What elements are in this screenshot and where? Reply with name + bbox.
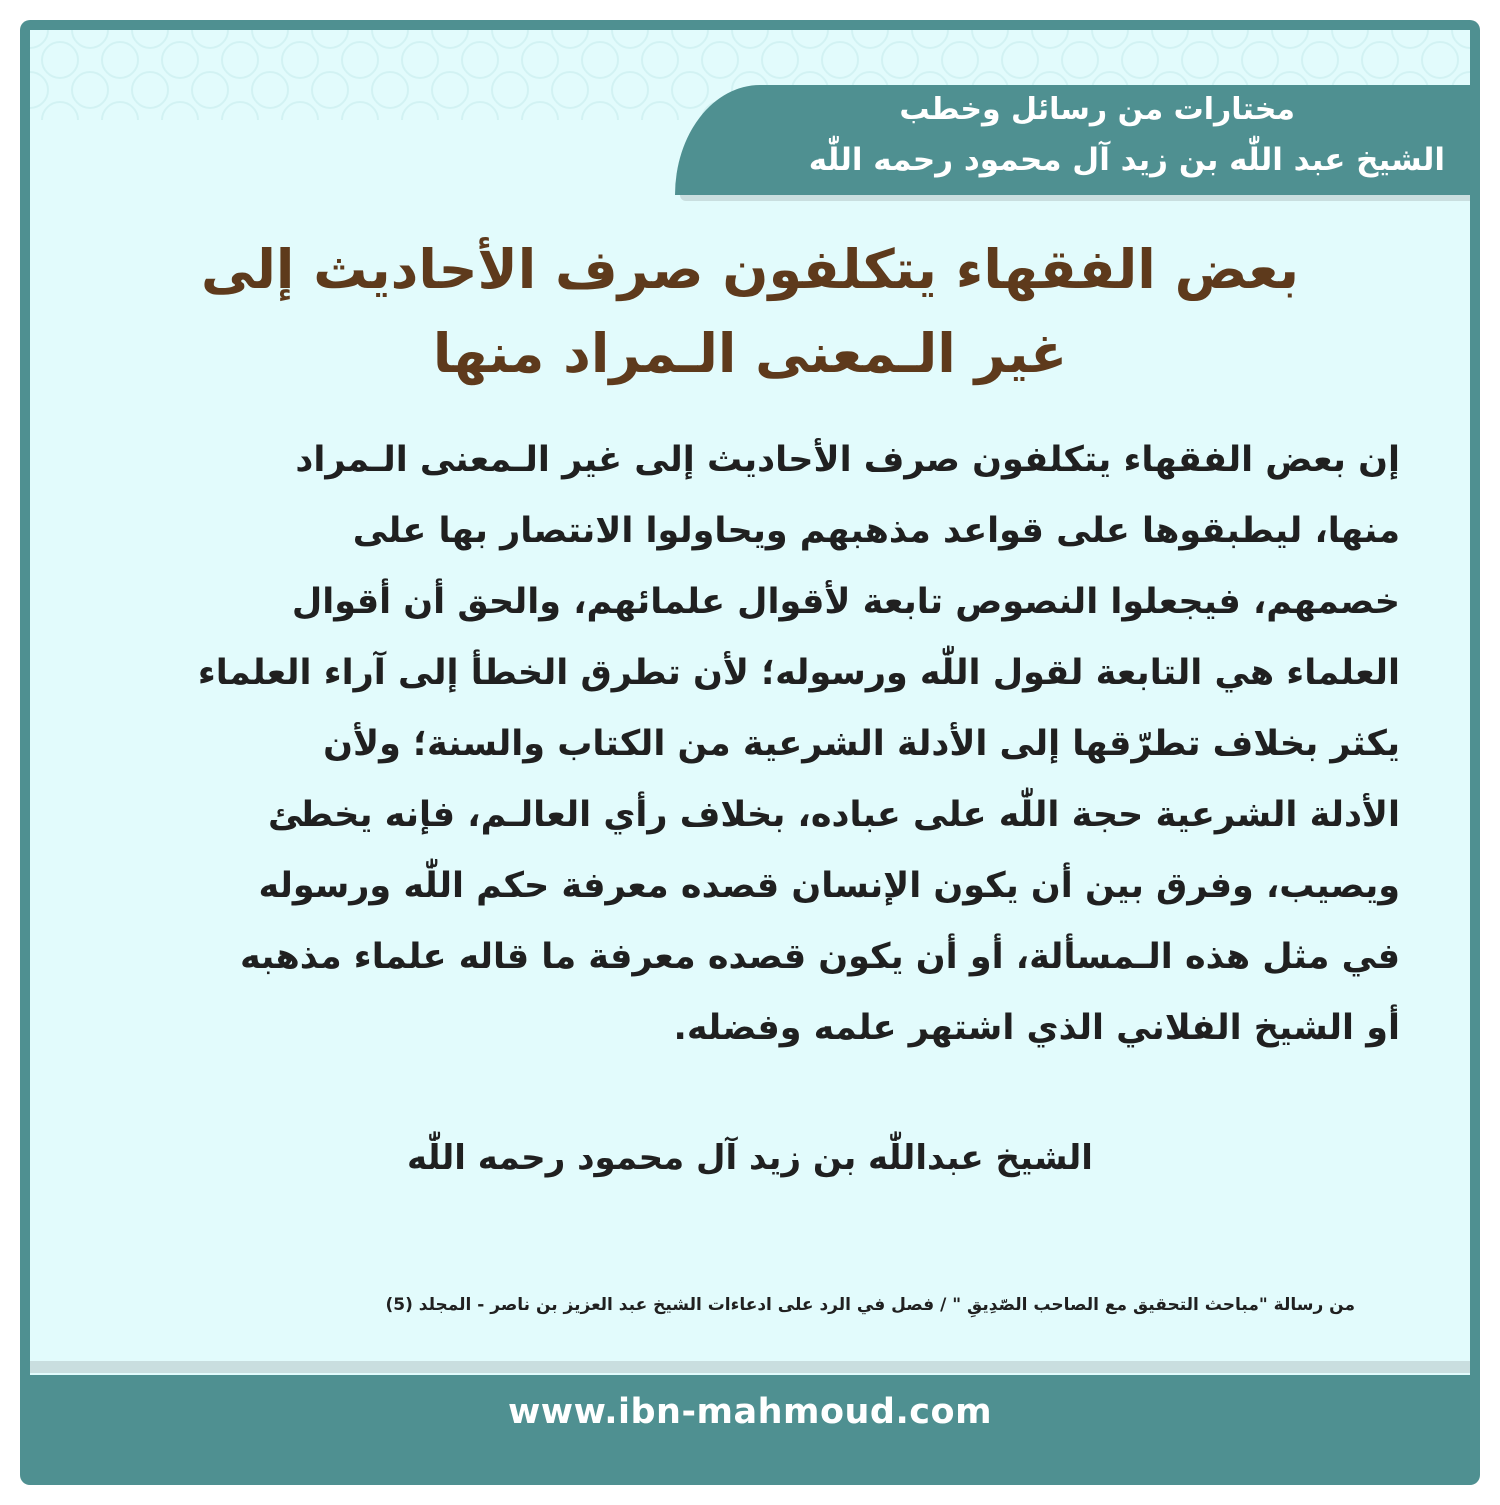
header-band-shadow	[680, 195, 1470, 201]
panel-bottom-edge	[30, 1361, 1470, 1373]
article-title-line2: غير الـمعنى الـمراد منها	[432, 322, 1068, 385]
article-title-line1: بعض الفقهاء يتكلفون صرف الأحاديث إلى	[200, 238, 1300, 301]
body-line: الأدلة الشرعية حجة اللّٰه على عباده، بخلاف رأي العالـم، فإنه يخطئ	[267, 795, 1400, 835]
website-url[interactable]: www.ibn-mahmoud.com	[507, 1392, 993, 1432]
article-body	[145, 425, 1400, 1064]
body-line: العلماء هي التابعة لقول اللّٰه ورسوله؛ لأن تطرق الخطأ إلى آراء العلماء	[197, 653, 1400, 693]
author-signature: الشيخ عبداللّٰه بن زيد آل محمود رحمه اللّٰه	[407, 1138, 1093, 1178]
body-line: منها، ليطبقوها على قواعد مذهبهم ويحاولوا الانتصار بها على	[352, 511, 1400, 551]
series-title: مختارات من رسائل وخطب	[899, 92, 1295, 127]
body-line: ويصيب، وفرق بين أن يكون الإنسان قصده معرفة حكم اللّٰه ورسوله	[258, 866, 1400, 906]
source-citation: من رسالة "مباحث التحقيق مع الصاحب الصّدِيقِ " / فصل في الرد على ادعاءات الشيخ عبد العزيز بن ناصر - المجلد (5)	[385, 1295, 1355, 1315]
body-line: خصمهم، فيجعلوا النصوص تابعة لأقوال علمائهم، والحق أن أقوال	[291, 582, 1400, 622]
content-panel	[30, 30, 1470, 1375]
body-line: في مثل هذه الـمسألة، أو أن يكون قصده معرفة ما قاله علماء مذهبه	[239, 937, 1400, 977]
series-author: الشيخ عبد اللّٰه بن زيد آل محمود رحمه اللّٰه	[808, 142, 1445, 178]
body-line: أو الشيخ الفلاني الذي اشتهر علمه وفضله.	[673, 1008, 1400, 1048]
card-frame	[20, 20, 1480, 1485]
body-line: يكثر بخلاف تطرّقها إلى الأدلة الشرعية من الكتاب والسنة؛ ولأن	[323, 724, 1400, 764]
body-line: إن بعض الفقهاء يتكلفون صرف الأحاديث إلى غير الـمعنى الـمراد	[295, 440, 1400, 480]
